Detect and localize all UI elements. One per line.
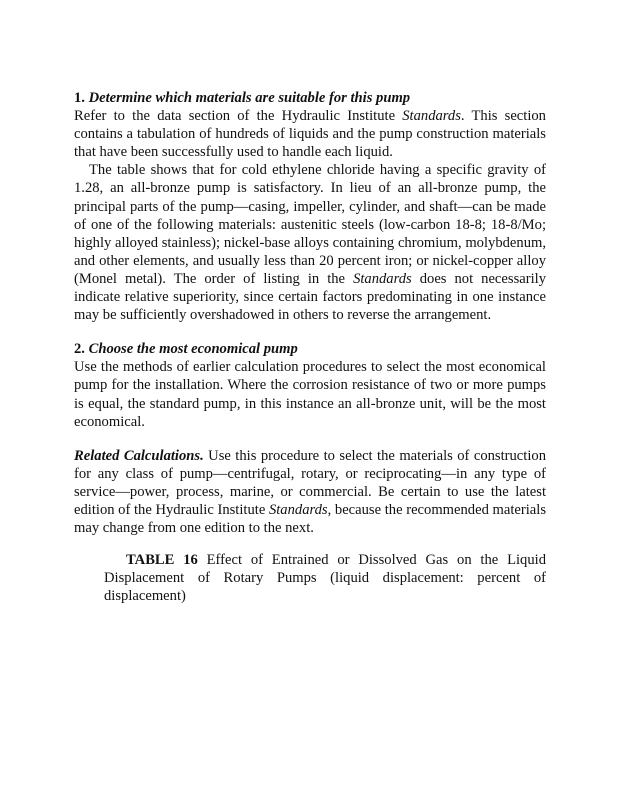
- step-1-paragraph-2: The table shows that for cold ethylene chloride having a specific gravity of 1.28, an all-bronze pump is satisfactory. In lieu of an all-bronze pump, the principal parts of the pump—casing, impeller, cylinder, and shaft—can be made of one of the following materials: austenitic steels (low-carbon 18-8; 18-8/Mo; highly alloyed stainless); nickel-base alloys containing chromium, molybdenum, and other elements, and usually less than 20 percent iron; or nickel-copper alloy (Monel metal). The order of listing in the Standards does not necessarily indicate relative superiority, since certain factors predominating in one instance may be sufficiently overshadowed in others to reverse the arrangement.: [74, 162, 546, 324]
- step-1-title: Determine which materials are suitable for this pump: [88, 90, 411, 106]
- table-caption: [104, 551, 546, 605]
- step-2-title: Choose the most economical pump: [88, 341, 298, 358]
- step-1-heading: [74, 89, 546, 107]
- step-2-number: 2.: [74, 341, 85, 358]
- page-body: [74, 89, 546, 605]
- table-caption-label: TABLE 16: [126, 552, 198, 569]
- step-1-number: 1.: [74, 90, 85, 106]
- related-calculations-paragraph: Related Calculations. Use this procedure to select the materials of construction for any class of pump—centrifugal, rotary, or reciprocating—in any type of service—power, process, marine, or commercial. Be certain to use the latest edition of the Hydraulic Institute Standards, because the recommended materials may change from one edition to the next.: [74, 447, 547, 537]
- table-caption-text: Effect of Entrained or Dissolved Gas on the Liquid Displacement of Rotary Pumps (liquid displacement: percent of displacement): [104, 552, 546, 605]
- step-2-heading: [74, 340, 546, 358]
- step-2-paragraph-1: Use the methods of earlier calculation procedures to select the most economical pump for the installation. Where the corrosion resistance of two or more pumps is equal, the standard pump, in this instance an all-bronze unit, will be the most economical.: [74, 359, 546, 430]
- step-1-paragraph-1: Refer to the data section of the Hydraulic Institute Standards. This section contains a tabulation of hundreds of liquids and the pump construction materials that have been successfully used to handle each liquid.: [74, 108, 546, 161]
- related-calculations-label: Related Calculations.: [74, 447, 204, 464]
